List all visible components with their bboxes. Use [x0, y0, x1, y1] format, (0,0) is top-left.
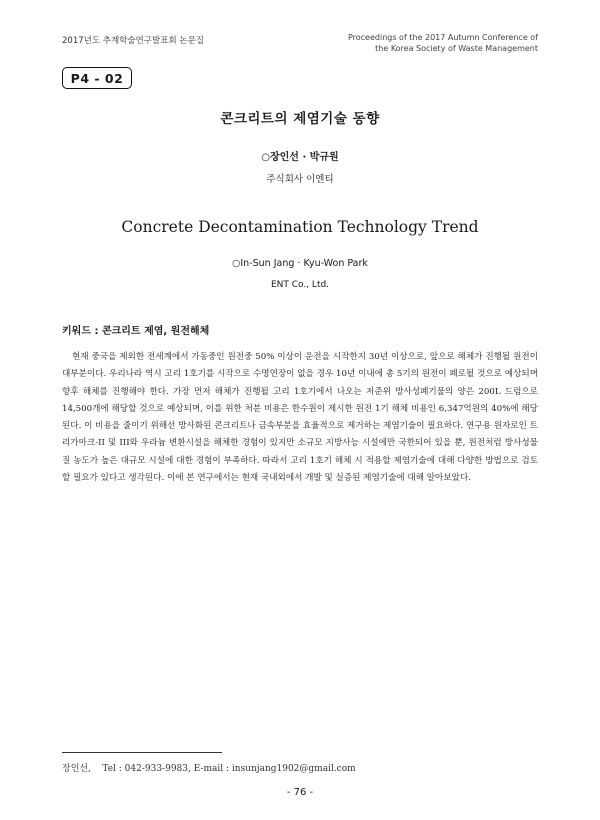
authors-korean: ○장인선 · 박규원: [261, 152, 339, 163]
affiliation-english: ENT Co., Ltd.: [270, 280, 330, 290]
title-english: Concrete Decontamination Technology Trend: [121, 218, 479, 236]
keywords: 키워드 : 콘크리트 제염, 원전해체: [62, 326, 210, 337]
title-korean: 콘크리트의 제염기술 동향: [220, 111, 380, 127]
footnote-divider: [62, 752, 222, 753]
page-number: - 76 -: [286, 787, 314, 798]
authors-english: ○In-Sun Jang · Kyu-Won Park: [232, 258, 368, 269]
header-line-2: the Korea Society of Waste Management: [375, 44, 538, 53]
header-line-1: Proceedings of the 2017 Autumn Conference of: [347, 33, 538, 42]
abstract-body: 현재 중국을 제외한 전세계에서 가동중인 원전중 50% 이상이 운전을 시작한지 30년 이상으로, 앞으로 해체가 진행될 원전이 대부분이다. 우리나라 역시 고리 1호기를 시작으로 수명연장이 없을 경우 10년 이내에 총 5기의 원전이 폐로될 것으로 예상되며 향후 해체를 진행해야 한다. 가장 먼저 해체가 진행될 고리 1호기에서 나오는 저준위 방사성폐기물의 양은 200L 드럼으로 14,500개에 해당할 것으로 예상되며, 이를 위한 처분 비용은 한수원이 제시한 원전 1기 해체 비용인 6,347억원의 40%에 해당된다. 이 비용을 줄이기 위해선 방사화된 콘크리트나 금속부분을 효율적으로 제거하는 제염기술이 필요하다. 연구용 원자로인 트리가마크-II 및 III와 우라늄 변환시설을 해체한 경험이 있지만 소규모 지방사능 시설에만 국한되어 있을 뿐, 원전처럼 방사성물질 농도가 높은 대규모 시설에 대한 경험이 부족하다. 따라서 고리 1호기 해체 시 적용할 제염기술에 대해 다양한 방법으로 검토할 필요가 있다고 생각된다. 이에 본 연구에서는 현재 국내외에서 개발 및 실증된 제염기술에 대해 알아보았다.: [62, 352, 538, 484]
proceedings-header-korean: 2017년도 추계학술연구발표회 논문집: [62, 36, 204, 46]
affiliation-korean: 주식회사 이엔티: [266, 174, 334, 185]
session-tag: P4 - 02: [62, 67, 132, 89]
corresponding-author-footnote: 장인선, Tel : 042-933-9983, E-mail : insunjang1902@gmail.com: [62, 764, 356, 774]
proceedings-header-english: [348, 32, 538, 54]
